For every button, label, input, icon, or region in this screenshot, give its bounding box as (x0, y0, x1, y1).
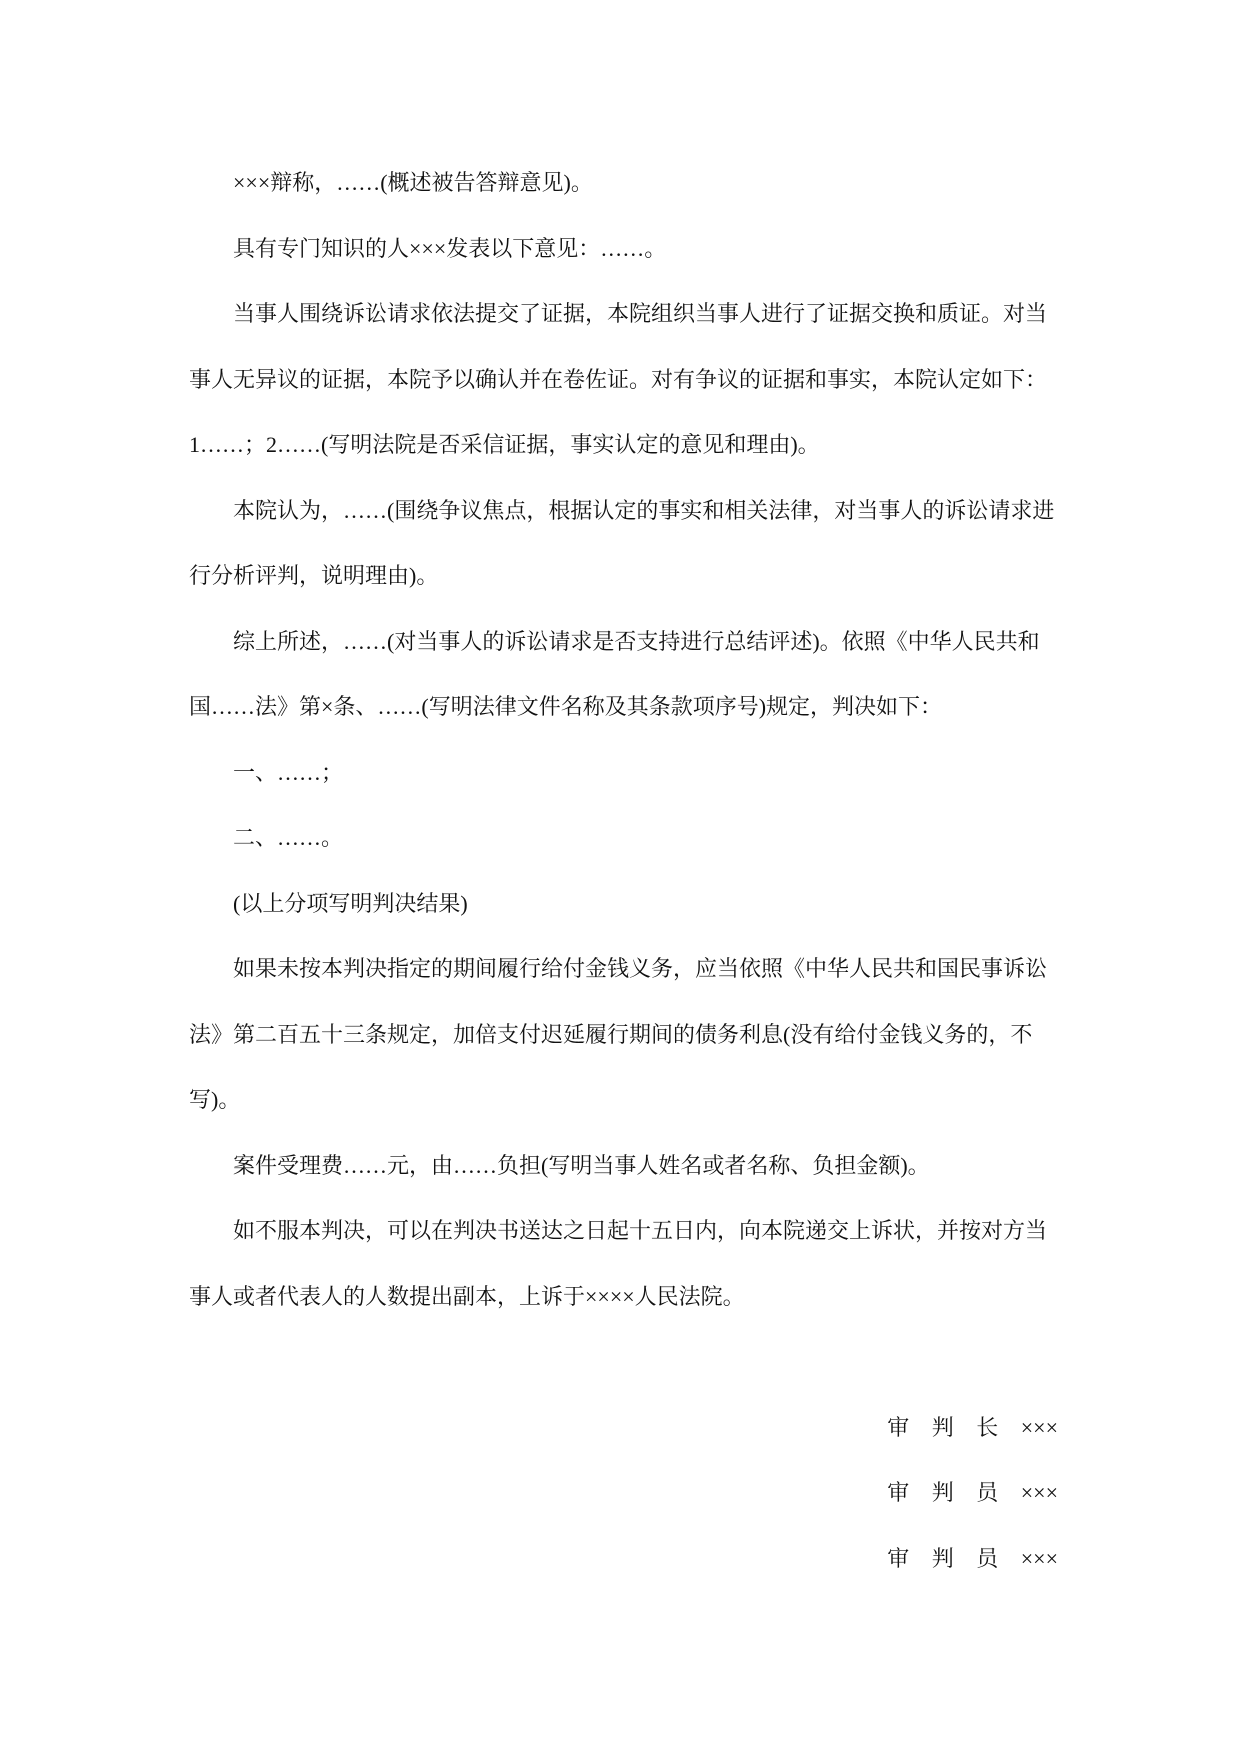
signature-block (189, 1395, 1058, 1592)
paragraph-line: 当事人围绕诉讼请求依法提交了证据，本院组织当事人进行了证据交换和质证。对当 (233, 301, 1048, 326)
paragraph-line: 事人或者代表人的人数提出副本，上诉于××××人民法院。 (189, 1283, 745, 1309)
signature-name: ××× (1020, 1480, 1058, 1505)
defense-statement (189, 150, 1059, 216)
paragraph-line: 写)。 (189, 1087, 241, 1112)
paragraph-line: 案件受理费……元，由……负担(写明当事人姓名或者名称、负担金额)。 (233, 1152, 930, 1178)
expert-opinion (189, 216, 1059, 282)
paragraph-line: 如不服本判决，可以在判决书送达之日起十五日内，向本院递交上诉状，并按对方当 (233, 1218, 1048, 1243)
signature-role: 审判长 (887, 1414, 1021, 1440)
paragraph-line: 1……；2……(写明法院是否采信证据，事实认定的意见和理由)。 (189, 432, 820, 457)
signature-name: ××× (1020, 1545, 1058, 1571)
signature-role: 审判员 (887, 1545, 1021, 1571)
paragraph-line: (以上分项写明判决结果) (233, 890, 468, 916)
signature-line (189, 1395, 1058, 1461)
signature-name: ××× (1020, 1414, 1058, 1440)
paragraph-line: ×××辩称，……(概述被告答辩意见)。 (233, 170, 593, 195)
judgment-basis (189, 609, 1059, 740)
paragraph-line: 事人无异议的证据，本院予以确认并在卷佐证。对有争议的证据和事实，本院认定如下： (189, 366, 1048, 392)
court-reasoning (189, 478, 1059, 609)
evidence-finding (189, 281, 1059, 478)
paragraph-line: 法》第二百五十三条规定，加倍支付迟延履行期间的债务利息(没有给付金钱义务的，不 (189, 1021, 1033, 1047)
judgment-item-2 (189, 805, 1059, 871)
late-performance-notice (189, 936, 1059, 1133)
paragraph-line: 具有专门知识的人×××发表以下意见：……。 (233, 235, 667, 261)
signature-role: 审判员 (887, 1480, 1021, 1505)
document-body (189, 150, 1059, 1329)
paragraph-line: 行分析评判，说明理由)。 (189, 563, 439, 588)
paragraph-line: 本院认为，……(围绕争议焦点，根据认定的事实和相关法律，对当事人的诉讼请求进 (233, 497, 1055, 523)
judgment-note (189, 871, 1059, 937)
signature-line (189, 1460, 1058, 1526)
appeal-notice (189, 1198, 1059, 1329)
court-fee (189, 1133, 1059, 1199)
paragraph-line: 国……法》第×条、……(写明法律文件名称及其条款项序号)规定，判决如下： (189, 694, 943, 719)
paragraph-line: 综上所述，……(对当事人的诉讼请求是否支持进行总结评述)。依照《中华人民共和 (233, 628, 1040, 654)
paragraph-line: 一、……； (233, 759, 344, 785)
signature-line (189, 1526, 1058, 1592)
paragraph-line: 如果未按本判决指定的期间履行给付金钱义务，应当依照《中华人民共和国民事诉讼 (233, 956, 1048, 981)
paragraph-line: 二、……。 (233, 825, 344, 850)
judgment-item-1 (189, 740, 1059, 806)
